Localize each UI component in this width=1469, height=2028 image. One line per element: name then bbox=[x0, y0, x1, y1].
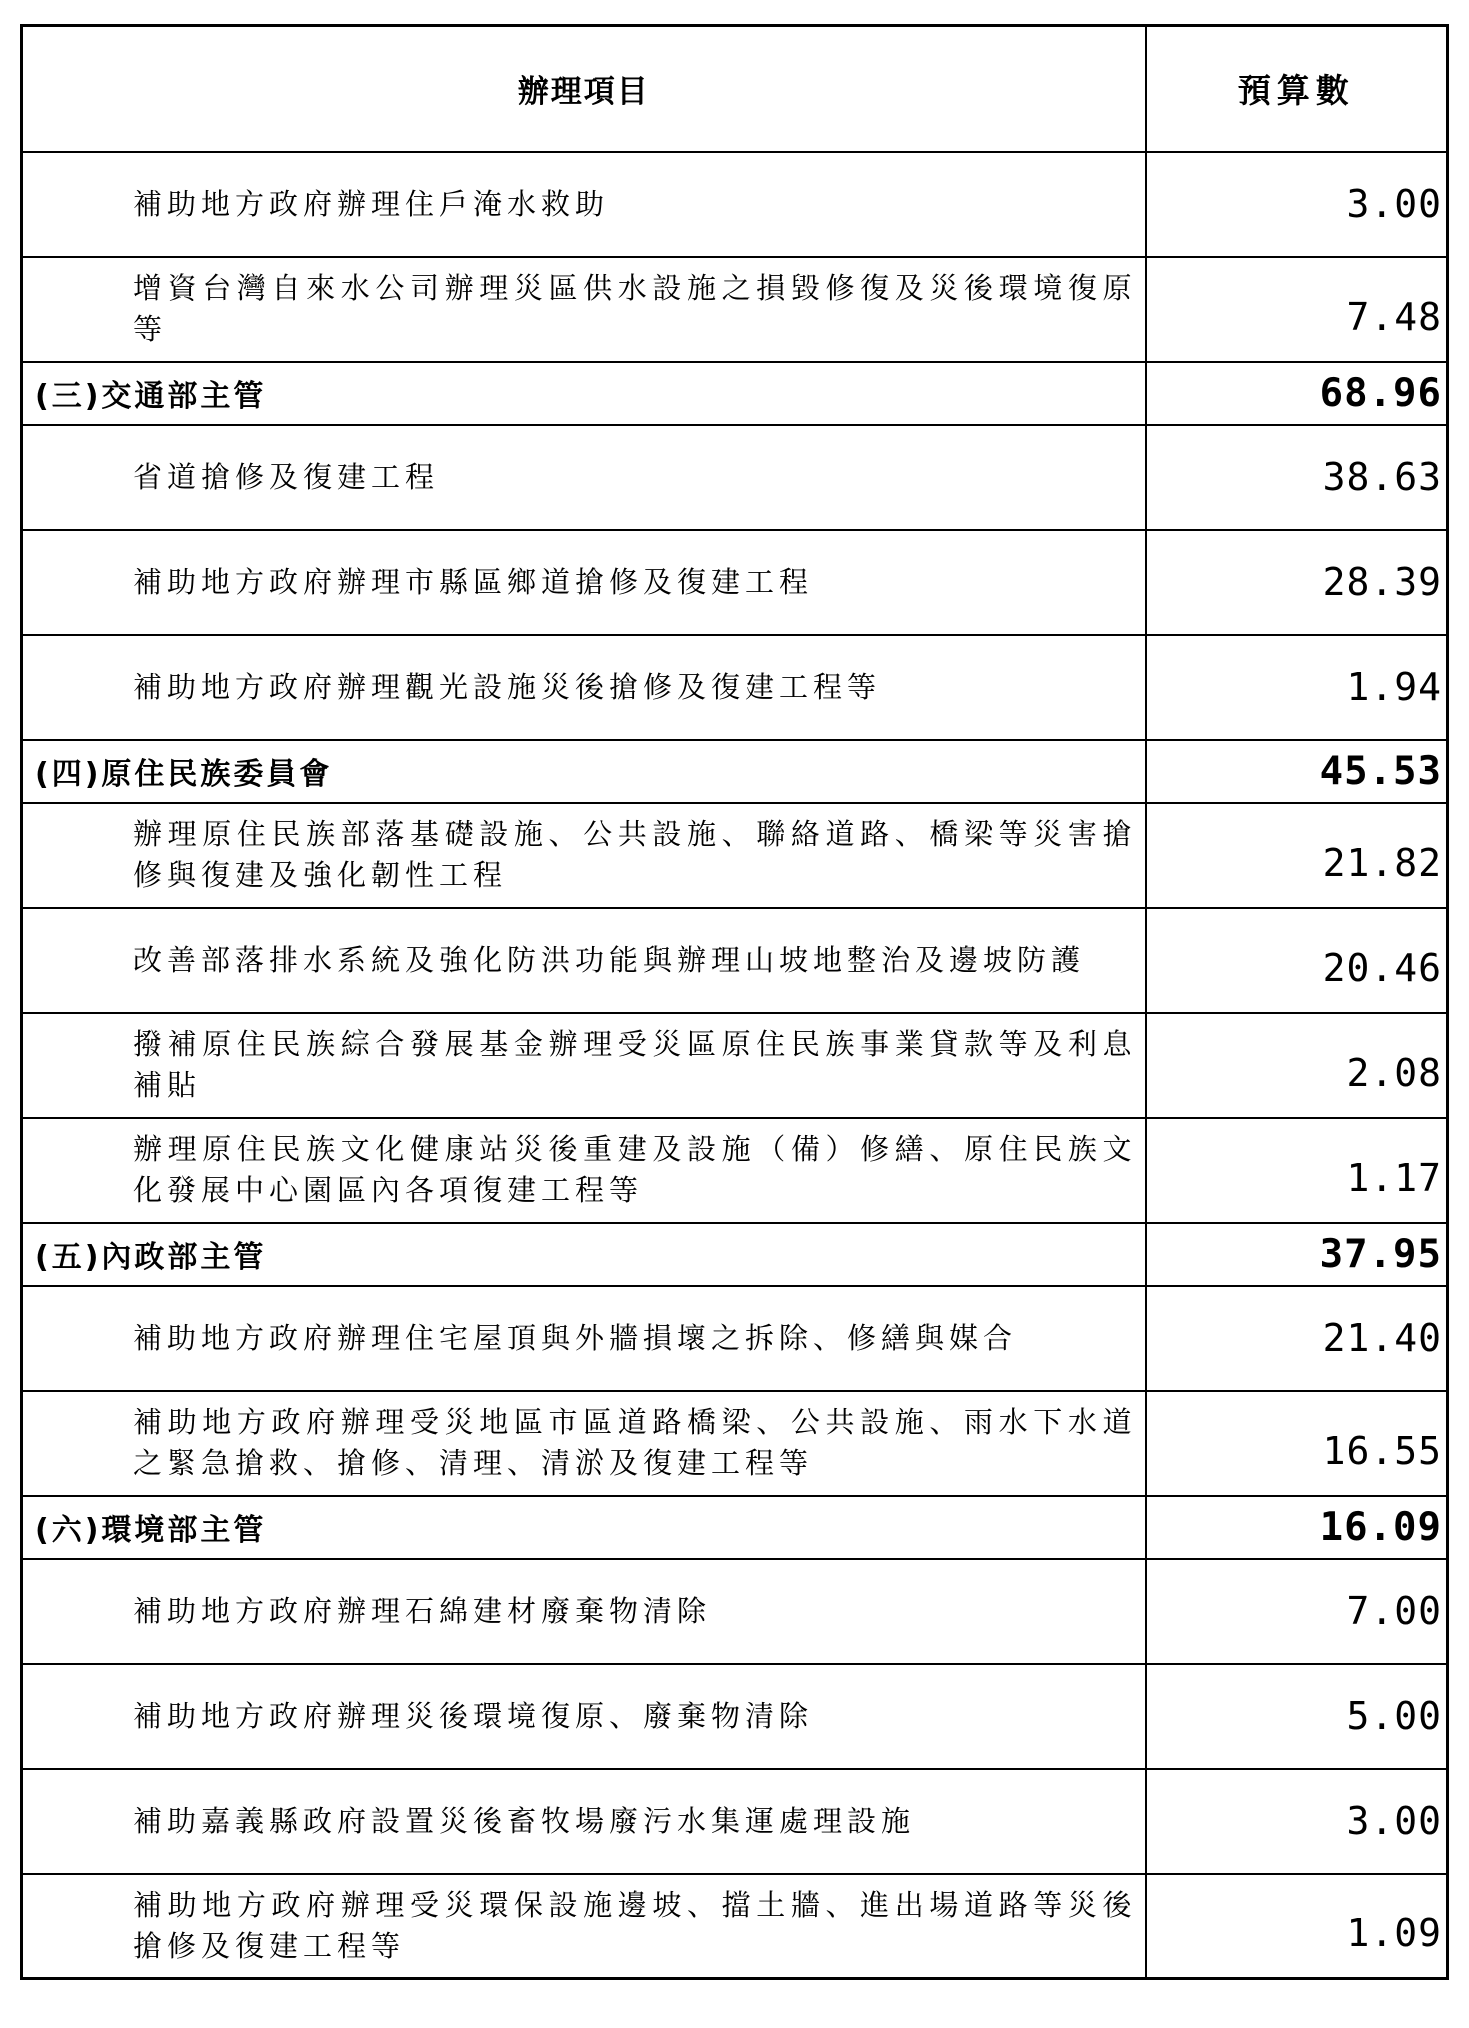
item-description: 辦理原住民族文化健康站災後重建及設施（備）修繕、原住民族文化發展中心園區內各項復建工程等 bbox=[22, 1118, 1146, 1223]
table-row bbox=[22, 1559, 1448, 1664]
section-title: (三)交通部主管 bbox=[22, 362, 1146, 425]
item-description: 補助地方政府辦理市縣區鄉道搶修及復建工程 bbox=[22, 530, 1146, 635]
table-row bbox=[22, 1874, 1448, 1979]
section-title: (六)環境部主管 bbox=[22, 1496, 1146, 1559]
item-description: 補助嘉義縣政府設置災後畜牧場廢污水集運處理設施 bbox=[22, 1769, 1146, 1874]
table-row bbox=[22, 1286, 1448, 1391]
section-row bbox=[22, 1496, 1448, 1559]
item-description: 補助地方政府辦理住宅屋頂與外牆損壞之拆除、修繕與媒合 bbox=[22, 1286, 1146, 1391]
item-amount: 5.00 bbox=[1146, 1664, 1448, 1769]
item-amount: 7.00 bbox=[1146, 1559, 1448, 1664]
section-row bbox=[22, 1223, 1448, 1286]
item-description: 補助地方政府辦理受災環保設施邊坡、擋土牆、進出場道路等災後搶修及復建工程等 bbox=[22, 1874, 1146, 1979]
table-header-row bbox=[22, 26, 1448, 152]
section-amount: 37.95 bbox=[1146, 1223, 1448, 1286]
section-row bbox=[22, 362, 1448, 425]
column-header-amount: 預算數 bbox=[1146, 26, 1448, 152]
item-description: 補助地方政府辦理石綿建材廢棄物清除 bbox=[22, 1559, 1146, 1664]
section-amount: 16.09 bbox=[1146, 1496, 1448, 1559]
table-row bbox=[22, 803, 1448, 908]
section-title: (四)原住民族委員會 bbox=[22, 740, 1146, 803]
item-amount: 1.09 bbox=[1146, 1874, 1448, 1979]
item-description: 撥補原住民族綜合發展基金辦理受災區原住民族事業貸款等及利息補貼 bbox=[22, 1013, 1146, 1118]
item-amount: 28.39 bbox=[1146, 530, 1448, 635]
item-amount: 3.00 bbox=[1146, 1769, 1448, 1874]
section-amount: 45.53 bbox=[1146, 740, 1448, 803]
section-title: (五)內政部主管 bbox=[22, 1223, 1146, 1286]
item-description: 增資台灣自來水公司辦理災區供水設施之損毀修復及災後環境復原等 bbox=[22, 257, 1146, 362]
item-amount: 3.00 bbox=[1146, 152, 1448, 257]
item-description: 補助地方政府辦理受災地區市區道路橋梁、公共設施、雨水下水道之緊急搶救、搶修、清理、清淤及復建工程等 bbox=[22, 1391, 1146, 1496]
item-amount: 1.17 bbox=[1146, 1118, 1448, 1223]
section-row bbox=[22, 740, 1448, 803]
table-row bbox=[22, 152, 1448, 257]
table-row bbox=[22, 1391, 1448, 1496]
item-amount: 21.40 bbox=[1146, 1286, 1448, 1391]
item-amount: 1.94 bbox=[1146, 635, 1448, 740]
table-row bbox=[22, 1769, 1448, 1874]
item-description: 省道搶修及復建工程 bbox=[22, 425, 1146, 530]
item-amount: 38.63 bbox=[1146, 425, 1448, 530]
table-body bbox=[22, 152, 1448, 1979]
table-row bbox=[22, 635, 1448, 740]
budget-table bbox=[20, 24, 1449, 1980]
item-amount: 16.55 bbox=[1146, 1391, 1448, 1496]
item-description: 補助地方政府辦理住戶淹水救助 bbox=[22, 152, 1146, 257]
item-description: 辦理原住民族部落基礎設施、公共設施、聯絡道路、橋梁等災害搶修與復建及強化韌性工程 bbox=[22, 803, 1146, 908]
item-description: 補助地方政府辦理觀光設施災後搶修及復建工程等 bbox=[22, 635, 1146, 740]
column-header-item: 辦理項目 bbox=[22, 26, 1146, 152]
item-amount: 2.08 bbox=[1146, 1013, 1448, 1118]
section-amount: 68.96 bbox=[1146, 362, 1448, 425]
table-row bbox=[22, 1664, 1448, 1769]
table-row bbox=[22, 257, 1448, 362]
table-row bbox=[22, 425, 1448, 530]
table-row bbox=[22, 530, 1448, 635]
item-amount: 21.82 bbox=[1146, 803, 1448, 908]
table-row bbox=[22, 908, 1448, 1013]
item-description: 補助地方政府辦理災後環境復原、廢棄物清除 bbox=[22, 1664, 1146, 1769]
table-row bbox=[22, 1013, 1448, 1118]
item-amount: 7.48 bbox=[1146, 257, 1448, 362]
item-amount: 20.46 bbox=[1146, 908, 1448, 1013]
table-row bbox=[22, 1118, 1448, 1223]
item-description: 改善部落排水系統及強化防洪功能與辦理山坡地整治及邊坡防護 bbox=[22, 908, 1146, 1013]
